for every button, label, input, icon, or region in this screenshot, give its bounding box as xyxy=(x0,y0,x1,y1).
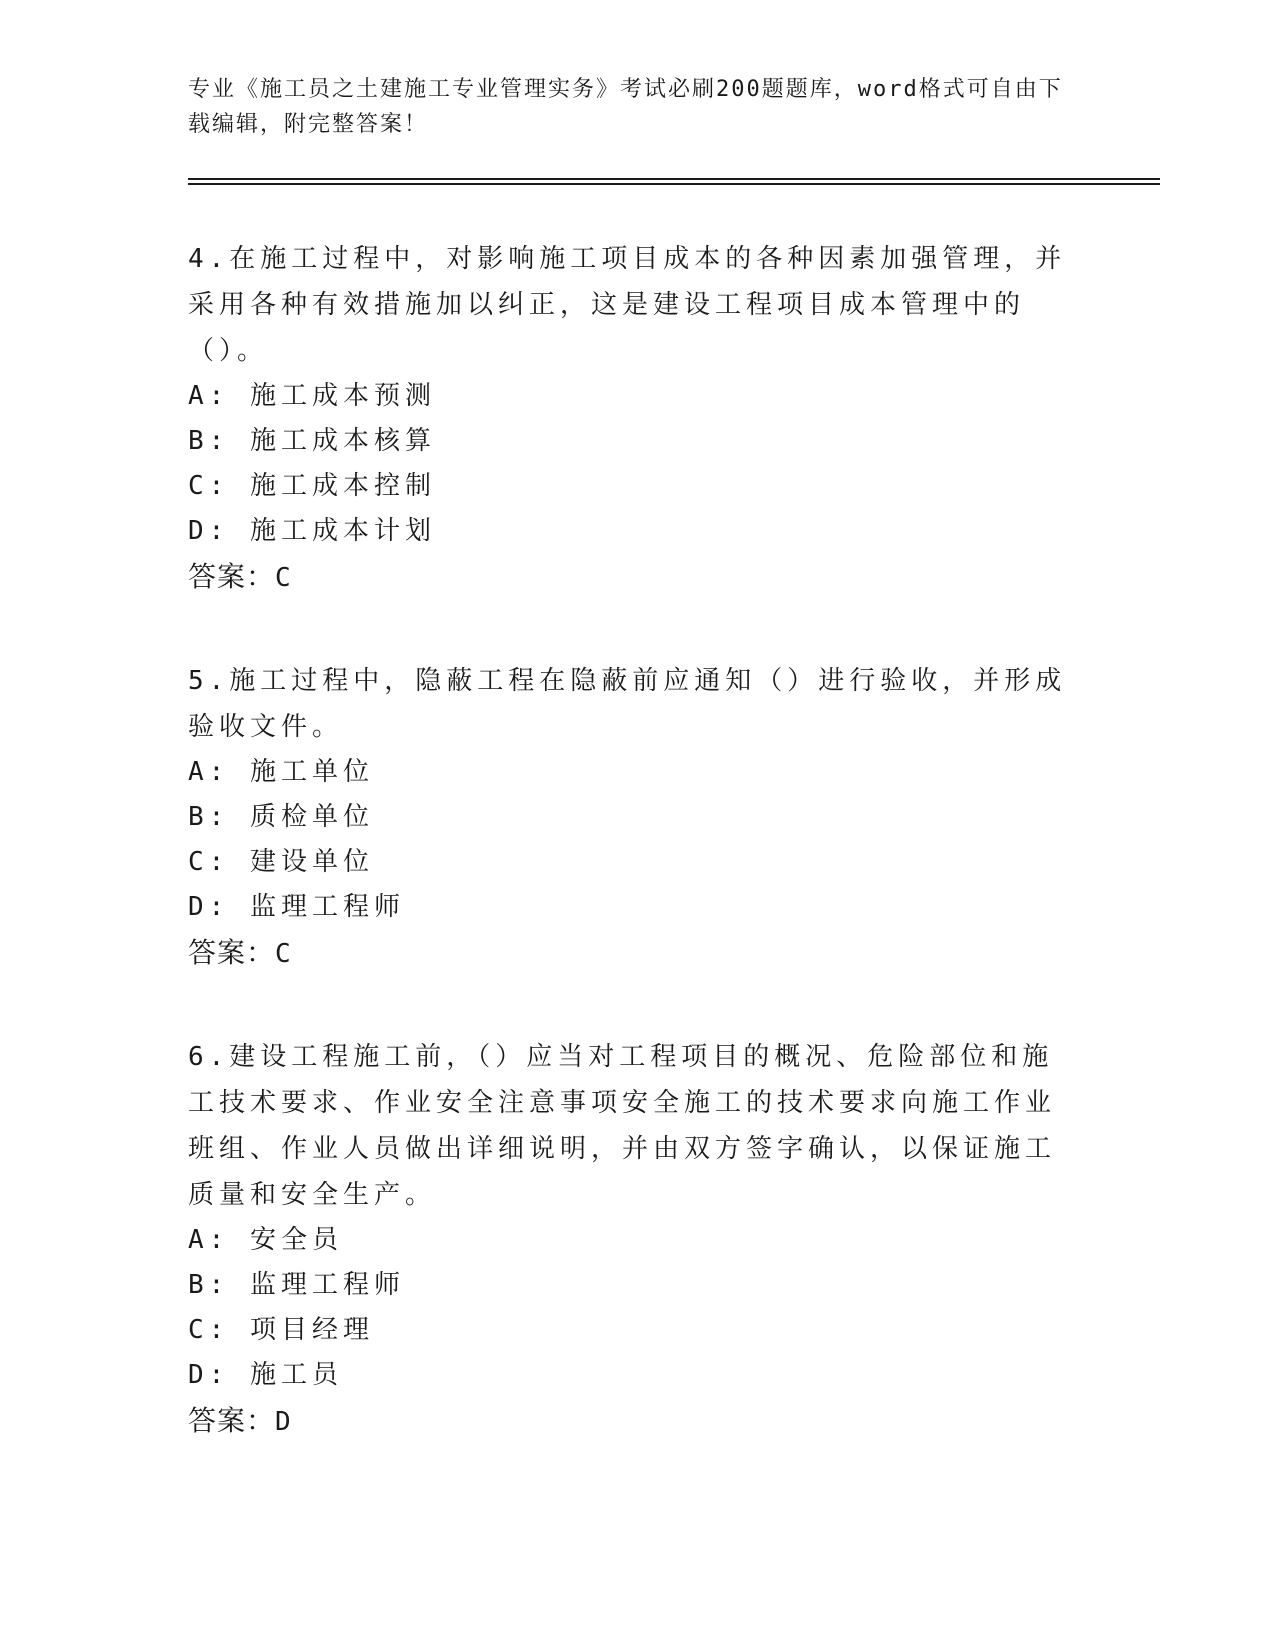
document-header: 专业《施工员之土建施工专业管理实务》考试必刷200题题库，word格式可自由下载编辑，附完整答案！ xyxy=(188,77,1063,137)
option-c: C: 施工成本控制 xyxy=(188,471,436,501)
answer-value: D xyxy=(275,1407,292,1437)
option-c: C: 项目经理 xyxy=(188,1315,374,1345)
question-4 xyxy=(188,236,1068,601)
answer-line xyxy=(188,554,1068,601)
answer-value: C xyxy=(275,563,292,593)
option-a: A: 安全员 xyxy=(188,1225,343,1255)
option-d: D: 施工成本计划 xyxy=(188,516,436,546)
header-divider-top xyxy=(188,178,1160,180)
option-d: D: 监理工程师 xyxy=(188,892,405,922)
question-5 xyxy=(188,658,1068,977)
question-stem: 5.施工过程中，隐蔽工程在隐蔽前应通知（）进行验收，并形成验收文件。 xyxy=(188,666,1067,742)
option-a: A: 施工成本预测 xyxy=(188,381,436,411)
answer-value: C xyxy=(275,939,292,969)
answer-label: 答案： xyxy=(188,936,276,969)
option-b: B: 监理工程师 xyxy=(188,1270,405,1300)
answer-label: 答案： xyxy=(188,560,276,593)
question-6 xyxy=(188,1034,1068,1445)
option-d: D: 施工员 xyxy=(188,1360,343,1390)
option-a: A: 施工单位 xyxy=(188,757,374,787)
header-divider-bottom xyxy=(188,183,1160,185)
option-b: B: 施工成本核算 xyxy=(188,426,436,456)
option-c: C: 建设单位 xyxy=(188,847,374,877)
question-stem: 4.在施工过程中，对影响施工项目成本的各种因素加强管理，并采用各种有效措施加以纠正，这是建设工程项目成本管理中的（）。 xyxy=(188,244,1067,366)
option-b: B: 质检单位 xyxy=(188,802,374,832)
answer-line xyxy=(188,1398,1068,1445)
question-stem: 6.建设工程施工前，（）应当对工程项目的概况、危险部位和施工技术要求、作业安全注意事项安全施工的技术要求向施工作业班组、作业人员做出详细说明，并由双方签字确认，以保证施工质量和安全生产。 xyxy=(188,1042,1057,1210)
answer-label: 答案： xyxy=(188,1404,276,1437)
answer-line xyxy=(188,930,1068,977)
question-list xyxy=(188,236,1068,1502)
